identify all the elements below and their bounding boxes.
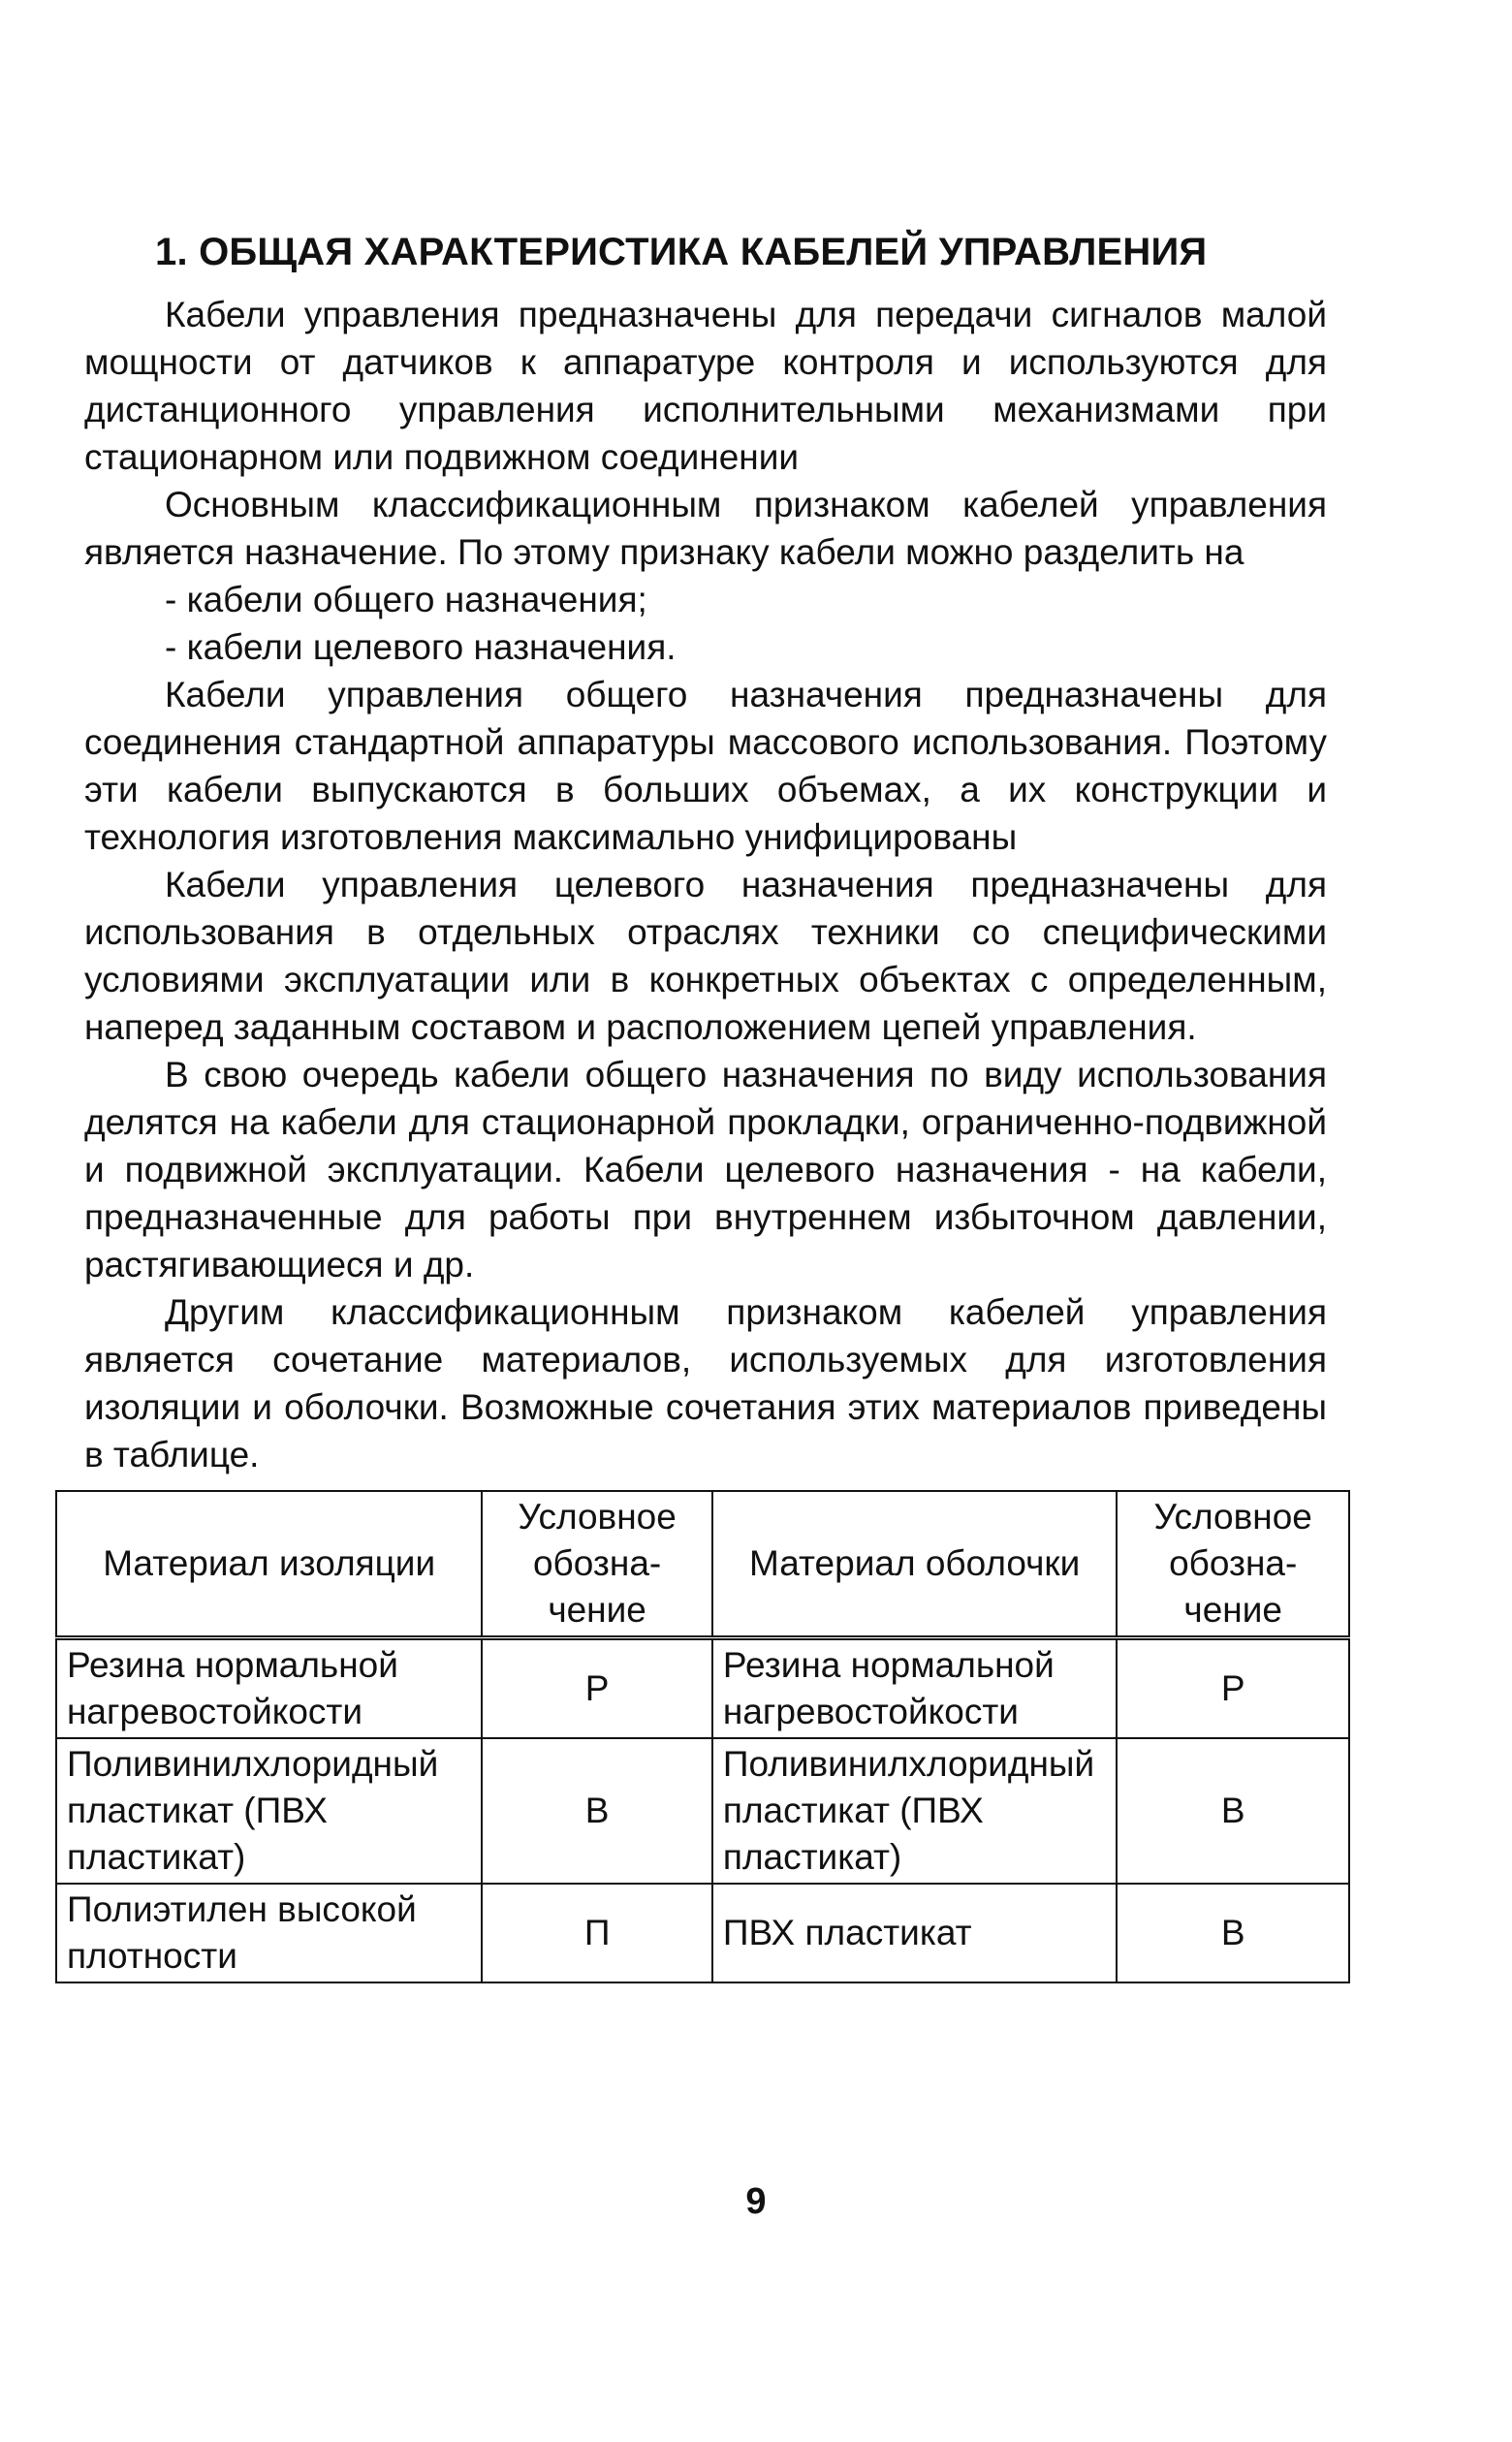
header-sheath-code: Условное обозначение bbox=[1117, 1491, 1349, 1638]
sheath-code-cell: Р bbox=[1117, 1638, 1349, 1739]
table-row bbox=[56, 1638, 1349, 1739]
table-row bbox=[56, 1738, 1349, 1884]
header-insulation-material: Материал изоляции bbox=[56, 1491, 482, 1638]
materials-table bbox=[55, 1490, 1350, 1983]
paragraph-usage-types: В свою очередь кабели общего назначения по виду использования делятся на кабели для стационарной прокладки, ограниченно-подвижной и подвижной эксплуатации. Кабели целевого назначения - на кабели, предназначенные для работы при внутреннем избыточном давлении, растягивающиеся и др. bbox=[84, 1055, 1327, 1284]
sheath-code-cell: В bbox=[1117, 1738, 1349, 1884]
insulation-material-cell: Полиэтилен высокой плотности bbox=[56, 1884, 482, 1982]
insulation-code-cell: П bbox=[482, 1884, 712, 1982]
table-header-row bbox=[56, 1491, 1349, 1638]
paragraph-materials: Другим классификационным признаком кабелей управления является сочетание материалов, используемых для изготовления изоляции и оболочки. Возможные сочетания этих материалов приведены в таблице. bbox=[84, 1292, 1327, 1475]
sheath-code-cell: В bbox=[1117, 1884, 1349, 1982]
header-sheath-material: Материал оболочки bbox=[712, 1491, 1117, 1638]
sheath-material-cell: ПВХ пластикат bbox=[712, 1884, 1117, 1982]
paragraph-purpose: Кабели управления предназначены для передачи сигналов малой мощности от датчиков к аппаратуре контроля и используются для дистанционного управления исполнительными механизмами при стационарном или подвижном соединении bbox=[84, 295, 1327, 477]
page-number: 9 bbox=[745, 2181, 767, 2222]
sheath-material-cell: Поливинилхлоридный пластикат (ПВХ пластикат) bbox=[712, 1738, 1117, 1884]
paragraph-general-purpose: Кабели управления общего назначения предназначены для соединения стандартной аппаратуры массового использования. Поэтому эти кабели выпускаются в больших объемах, а их конструкции и технология изготовления максимально унифицированы bbox=[84, 675, 1327, 857]
header-insulation-code: Условное обозначение bbox=[482, 1491, 712, 1638]
insulation-code-cell: Р bbox=[482, 1638, 712, 1739]
page-content bbox=[67, 223, 1327, 1983]
insulation-code-cell: В bbox=[482, 1738, 712, 1884]
paragraph-special-purpose: Кабели управления целевого назначения предназначены для использования в отдельных отраслях техники со специфическими условиями эксплуатации или в конкретных объектах с определенным, наперед заданным составом и расположением цепей управления. bbox=[84, 865, 1327, 1047]
paragraph-classification: Основным классификационным признаком кабелей управления является назначение. По этому признаку кабели можно разделить на bbox=[84, 485, 1327, 572]
list-item-special: - кабели целевого назначения. bbox=[165, 627, 677, 667]
sheath-material-cell: Резина нормальной нагревостойкости bbox=[712, 1638, 1117, 1739]
table-row bbox=[56, 1884, 1349, 1982]
insulation-material-cell: Резина нормальной нагревостойкости bbox=[56, 1638, 482, 1739]
insulation-material-cell: Поливинилхлоридный пластикат (ПВХ пластикат) bbox=[56, 1738, 482, 1884]
section-heading: 1. ОБЩАЯ ХАРАКТЕРИСТИКА КАБЕЛЕЙ УПРАВЛЕНИЯ bbox=[155, 231, 1208, 273]
list-item-general: - кабели общего назначения; bbox=[165, 580, 647, 619]
